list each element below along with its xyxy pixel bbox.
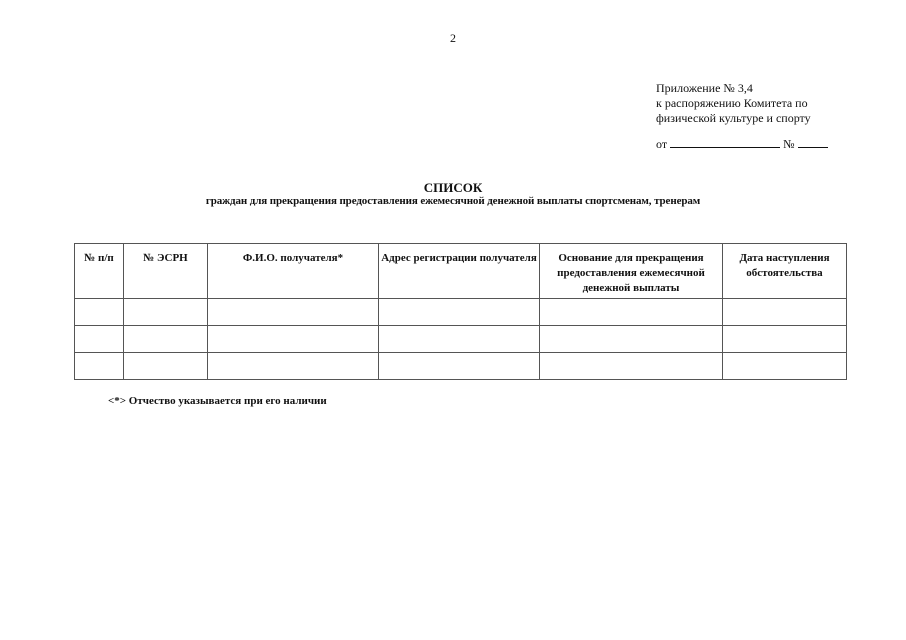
header-cell-address: Адрес регистрации получателя xyxy=(379,244,540,299)
header-cell-date: Дата наступления обстоятельства xyxy=(723,244,847,299)
table-cell xyxy=(379,353,540,380)
appendix-line: к распоряжению Комитета по xyxy=(656,96,808,110)
table-cell xyxy=(540,326,723,353)
from-label: от xyxy=(656,137,668,151)
table-cell xyxy=(124,299,208,326)
footnote: <*> Отчество указывается при его наличии xyxy=(108,395,327,407)
page-number: 2 xyxy=(450,31,456,45)
date-blank xyxy=(670,137,780,148)
recipients-table xyxy=(74,243,847,380)
table-cell xyxy=(75,353,124,380)
table-cell xyxy=(208,326,379,353)
appendix-line: физической культуре и спорту xyxy=(656,111,811,125)
appendix-line: Приложение № 3,4 xyxy=(656,81,753,95)
number-label: № xyxy=(783,137,795,151)
table-cell xyxy=(208,353,379,380)
table-cell xyxy=(124,353,208,380)
table-cell xyxy=(540,299,723,326)
table-cell xyxy=(379,299,540,326)
table-cell xyxy=(723,299,847,326)
table-cell xyxy=(723,326,847,353)
table-cell xyxy=(75,299,124,326)
number-blank xyxy=(798,137,828,148)
table-cell xyxy=(723,353,847,380)
order-date-number-line xyxy=(656,137,828,152)
table-row xyxy=(75,353,847,380)
document-title: СПИСОК xyxy=(423,180,483,195)
header-cell-name: Ф.И.О. получателя* xyxy=(208,244,379,299)
table-cell xyxy=(75,326,124,353)
document-subtitle: граждан для прекращения предоставления ежемесячной денежной выплаты спортсменам, тренерам xyxy=(205,195,701,207)
table-cell xyxy=(540,353,723,380)
table-row xyxy=(75,299,847,326)
header-cell-esrn: № ЭСРН xyxy=(124,244,208,299)
table-cell xyxy=(124,326,208,353)
table-header-row xyxy=(75,244,847,299)
header-cell-index: № п/п xyxy=(75,244,124,299)
table-cell xyxy=(379,326,540,353)
appendix-block xyxy=(656,81,811,126)
table-row xyxy=(75,326,847,353)
table-cell xyxy=(208,299,379,326)
header-cell-reason: Основание для прекращения предоставления ежемесячной денежной выплаты xyxy=(540,244,723,299)
